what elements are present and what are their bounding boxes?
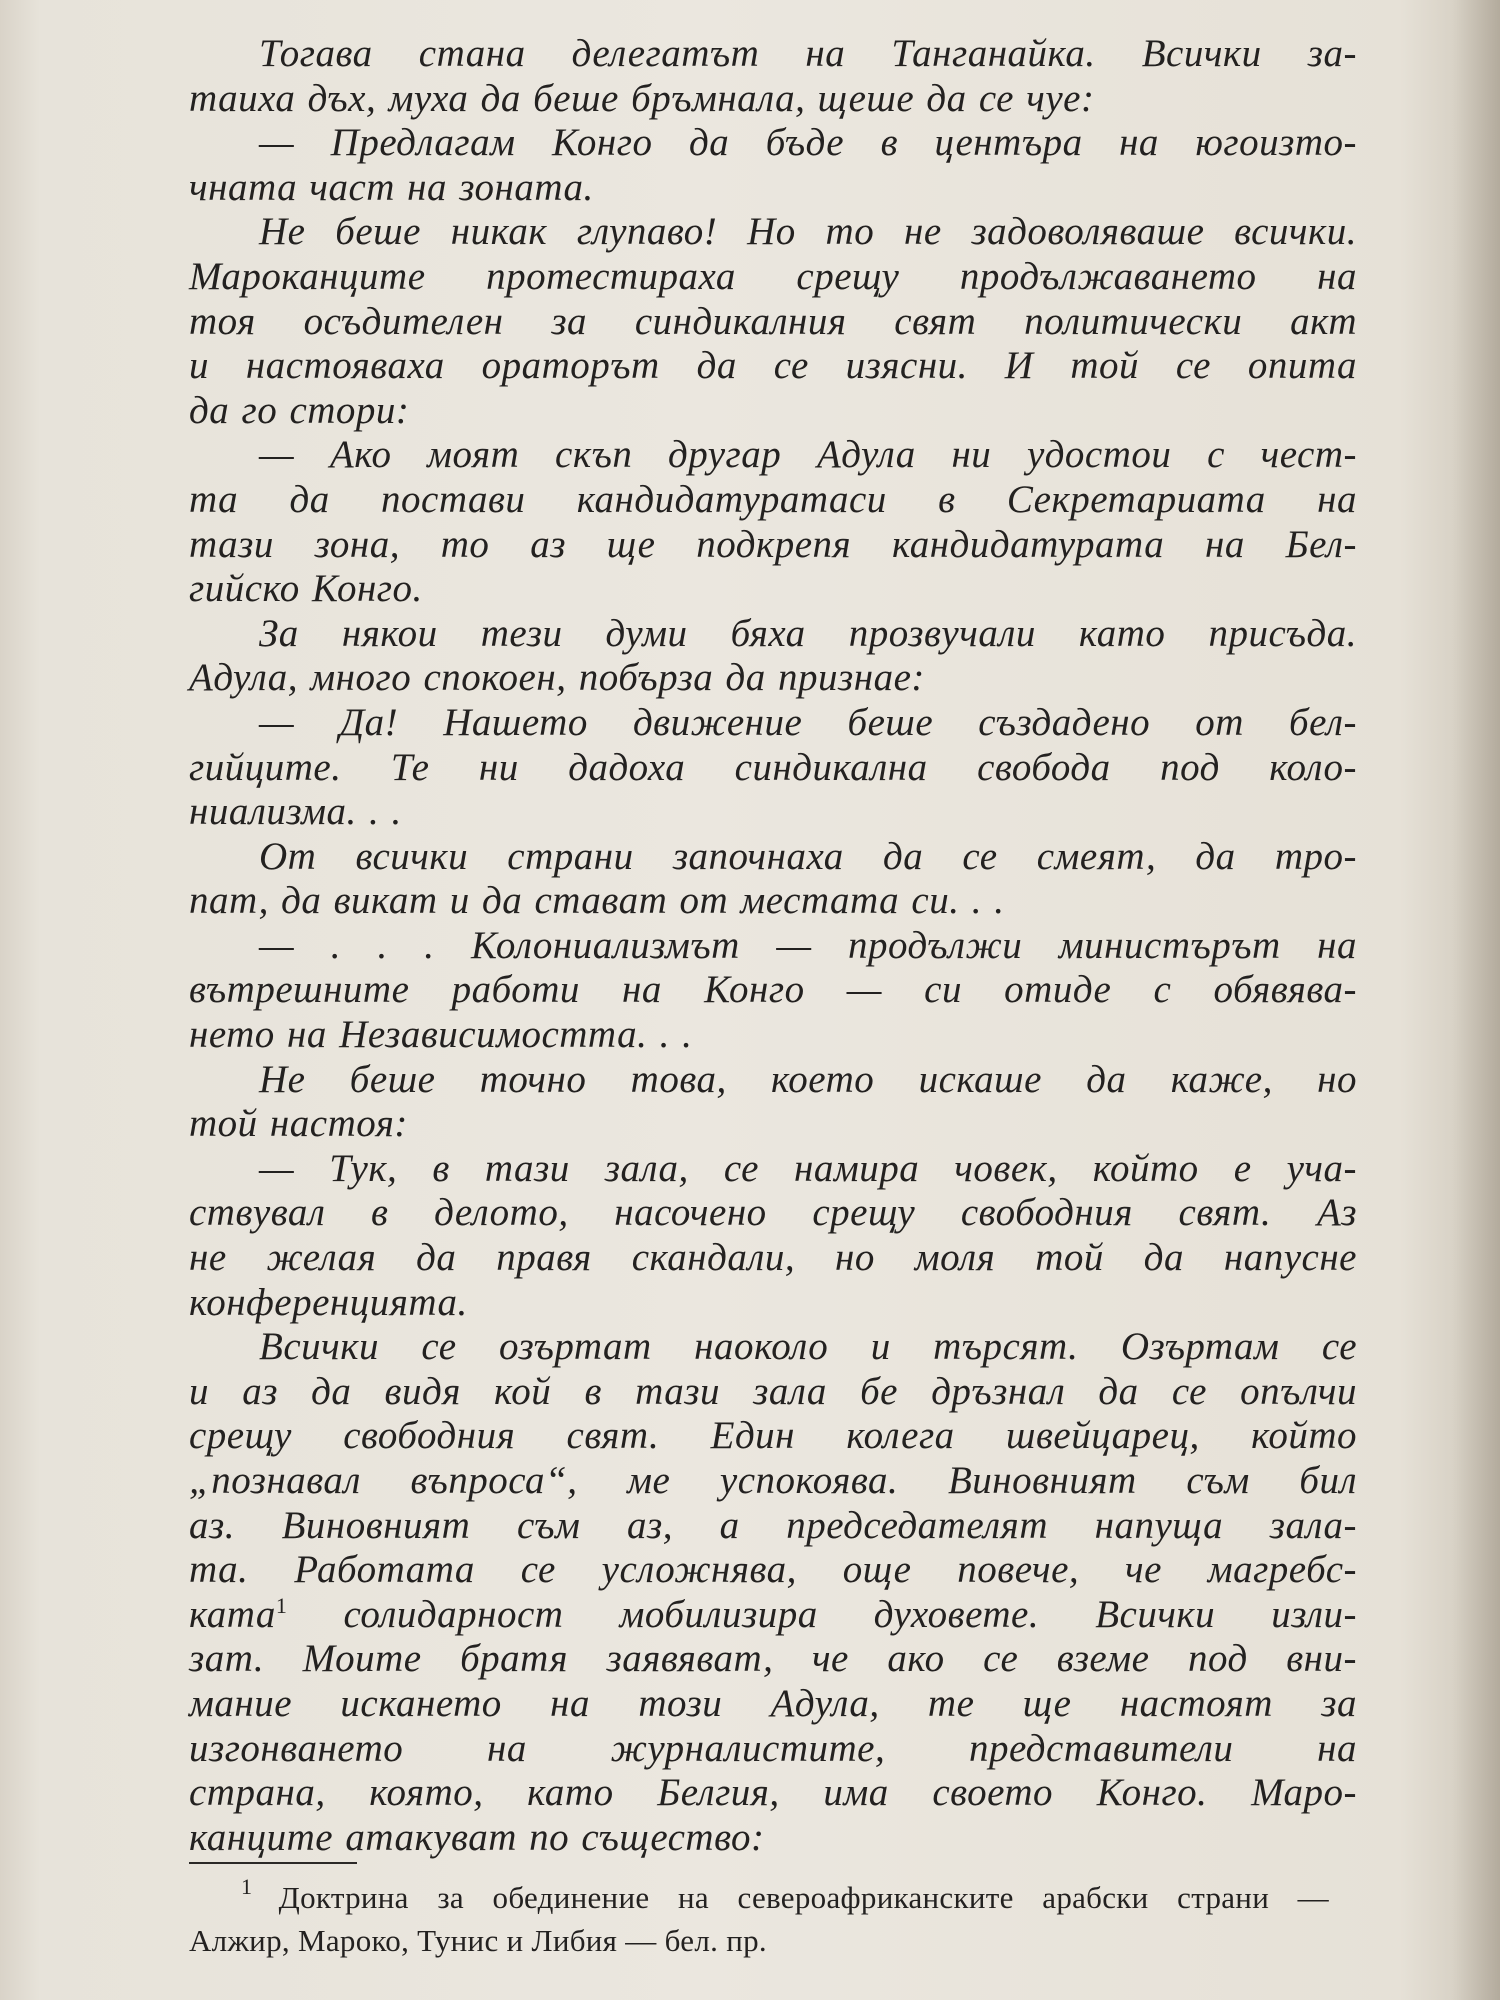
text-line: За някои тези думи бяха прозвучали като присъда.: [259, 611, 1357, 655]
footnote-line: Алжир, Мароко, Тунис и Либия — бел. пр.: [189, 1923, 767, 1958]
footnote-line: $^1$ Доктрина за обединение на северoафриканските арабски страни —: [241, 1874, 1329, 1915]
footnote: [189, 1876, 1329, 1962]
text-line: Тогава стана делегатът на Танганайка. Всички за-: [259, 32, 1357, 75]
text-line: мание искането на този Адула, те ще настоят за: [189, 1681, 1357, 1725]
footnote-rule: [189, 1862, 357, 1864]
paragraph: [189, 1058, 1357, 1147]
text-line: и аз да видя кой в тази зала бе дръзнал да се опълчи: [189, 1369, 1357, 1413]
text-line: тоя осъдителен за синдикалния свят политически акт: [189, 299, 1357, 343]
text-line: — Предлагам Конго да бъде в центъра на югоизто-: [259, 121, 1357, 165]
paragraph: [189, 433, 1357, 611]
footnote-marker: 1: [241, 1874, 279, 1899]
paragraph: [189, 924, 1357, 1058]
text-line: таиха дъх, муха да беше бръмнала, щеше да се чуе:: [189, 76, 1095, 120]
text-line: той настоя:: [189, 1102, 408, 1146]
text-line: — Тук, в тази зала, се намира човек, който е уча-: [259, 1146, 1357, 1190]
text-line: „познавал въпроса“, ме успокоява. Виновният съм бил: [189, 1459, 1357, 1502]
body-text: [189, 32, 1357, 1860]
text-line: Всички се озъртат наоколо и търсят. Озъртам се: [259, 1325, 1357, 1369]
paragraph: [189, 1147, 1357, 1325]
text-line: нето на Независимостта. . .: [189, 1013, 693, 1057]
paragraph: [189, 612, 1357, 701]
text-line: гийско Конго.: [189, 567, 423, 611]
text-line: срещу свободния свят. Един колега швейцарец, който: [189, 1414, 1357, 1458]
text-line: конференцията.: [189, 1280, 468, 1324]
text-line: канците атакуват по същество:: [189, 1815, 765, 1859]
text-line: и настояваха ораторът да се изясни. И той се опита: [189, 344, 1357, 388]
text-line: та да постави кандидатуратаси в Секретариата на: [189, 477, 1357, 521]
paragraph: [189, 701, 1357, 835]
text-line: чната част на зоната.: [189, 165, 594, 209]
paragraph: [189, 835, 1357, 924]
text-line: гийците. Те ни дадоха синдикална свобода под коло-: [189, 745, 1357, 789]
text-line: ствувал в делото, насочено срещу свободния свят. Аз: [189, 1191, 1357, 1235]
text-line: — Ако моят скъп другар Адула ни удостои с чест-: [259, 433, 1357, 477]
text-line: изгонването на журналистите, представители на: [189, 1726, 1357, 1770]
text-line: Адула, много спокоен, побърза да признае:: [189, 656, 925, 700]
text-line: тази зона, то аз ще подкрепя кандидатурата на Бел-: [189, 522, 1357, 566]
text-line: аз. Виновният съм аз, а председателят напуща зала-: [189, 1503, 1357, 1547]
text-line: ката$^1$ солидарност мобилизира духовете. Всички изли-: [189, 1592, 1357, 1636]
paragraph: [189, 121, 1357, 210]
text-line: Не беше точно това, което искаше да каже, но: [259, 1057, 1357, 1101]
text-line: страна, която, като Белгия, има своето Конго. Маро-: [189, 1771, 1357, 1815]
text-line: От всички страни започнаха да се смеят, да тро-: [259, 834, 1357, 878]
paragraph: [189, 1325, 1357, 1860]
text-line: пат, да викат и да стават от местата си. . .: [189, 879, 1005, 923]
text-line: — . . . Колониализмът — продължи министърът на: [259, 923, 1357, 967]
page-binding-shadow: [1452, 0, 1500, 2000]
text-line: вътрешните работи на Конго — си отиде с обявява-: [189, 968, 1357, 1012]
paragraph: [189, 210, 1357, 433]
text-line: не желая да правя скандали, но моля той да напусне: [189, 1236, 1357, 1280]
text-line: Мароканците протестираха срещу продължаването на: [189, 254, 1357, 298]
text-line: зат. Моите братя заявяват, че ако се вземе под вни-: [189, 1637, 1357, 1681]
text-line: — Да! Нашето движение беше създадено от бел-: [259, 700, 1357, 744]
paragraph: [189, 32, 1357, 121]
text-line: ниализма. . .: [189, 790, 402, 834]
text-line: та. Работата се усложнява, още повече, че магребс-: [189, 1548, 1357, 1592]
text-line: да го стори:: [189, 388, 410, 432]
footnote-reference: 1: [275, 1592, 288, 1618]
text-line: Не беше никак глупаво! Но то не задоволяваше всички.: [259, 210, 1357, 254]
